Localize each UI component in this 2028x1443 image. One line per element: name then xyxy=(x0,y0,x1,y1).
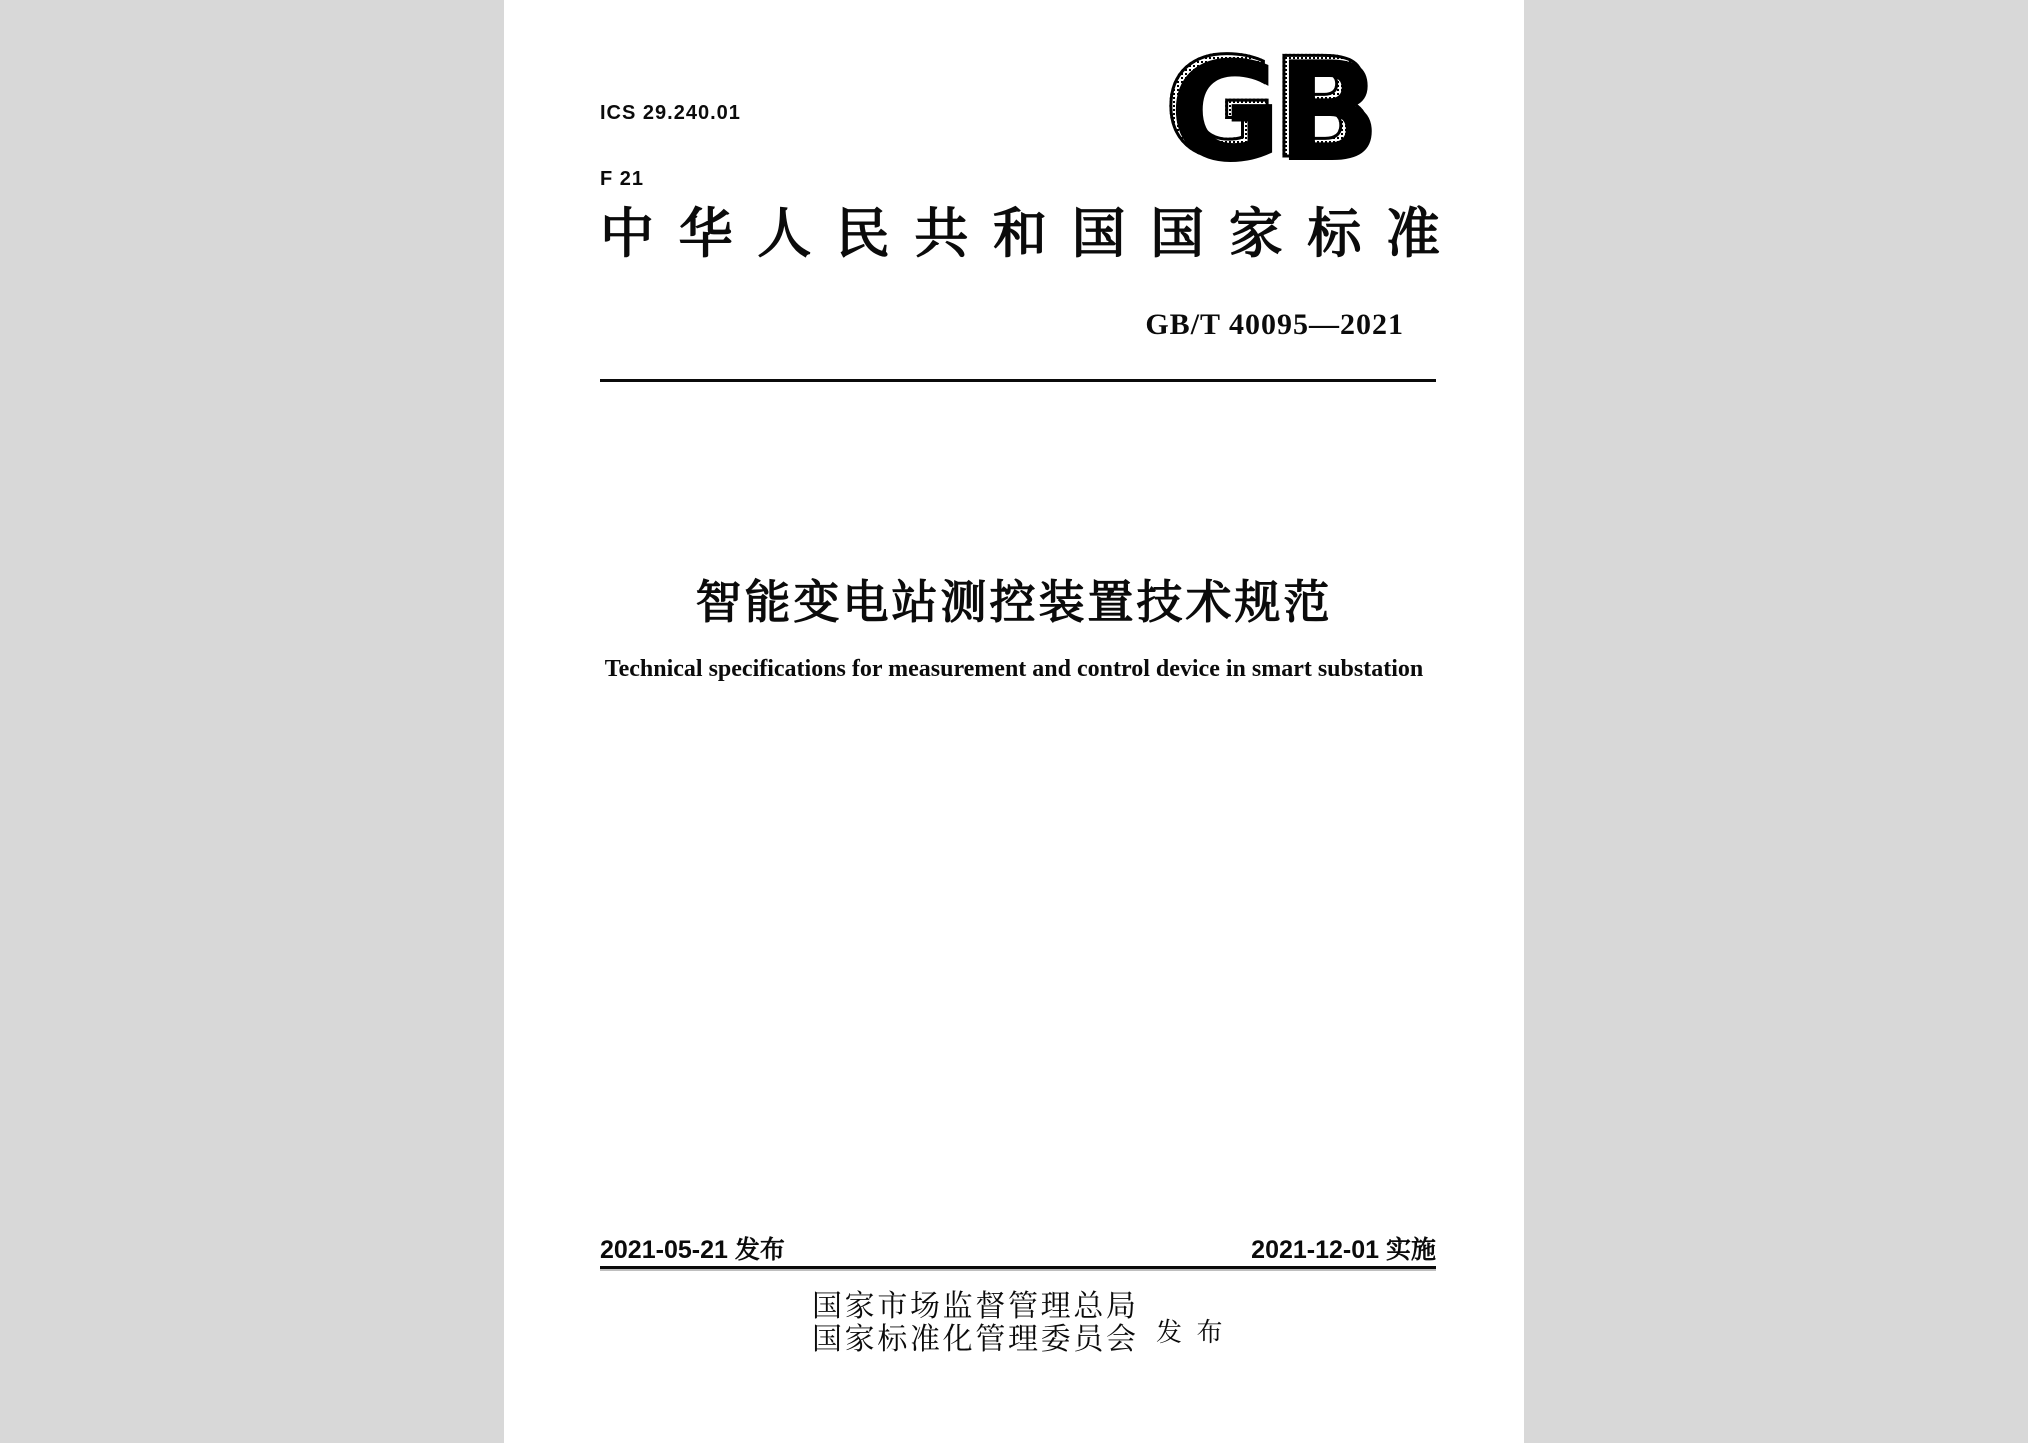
implementation-date: 2021-12-01 实施 xyxy=(1251,1236,1436,1264)
document-page xyxy=(504,0,1524,1443)
gb-standard-logo-icon: GB xyxy=(1164,40,1394,180)
document-title-chinese: 智能变电站测控装置技术规范 xyxy=(695,576,1333,628)
national-standard-heading: 中华人民共和国国家标准 xyxy=(600,204,1440,264)
dates-row xyxy=(600,1230,1436,1266)
header-divider-line xyxy=(600,379,1436,382)
footer-divider-line xyxy=(600,1266,1436,1269)
classification-code: F 21 xyxy=(600,168,645,190)
issuer-line-2: 国家标准化管理委员会 xyxy=(812,1323,1136,1356)
publish-label: 发 布 xyxy=(1156,1318,1227,1347)
issue-date: 2021-05-21 发布 xyxy=(600,1236,785,1264)
issuing-authorities xyxy=(812,1290,1136,1356)
standard-number: GB/T 40095—2021 xyxy=(1145,308,1404,341)
ics-code: ICS 29.240.01 xyxy=(600,102,741,124)
issuer-line-1: 国家市场监督管理总局 xyxy=(812,1290,1136,1323)
document-title-english: Technical specifications for measurement and control device in smart substation xyxy=(604,656,1424,682)
